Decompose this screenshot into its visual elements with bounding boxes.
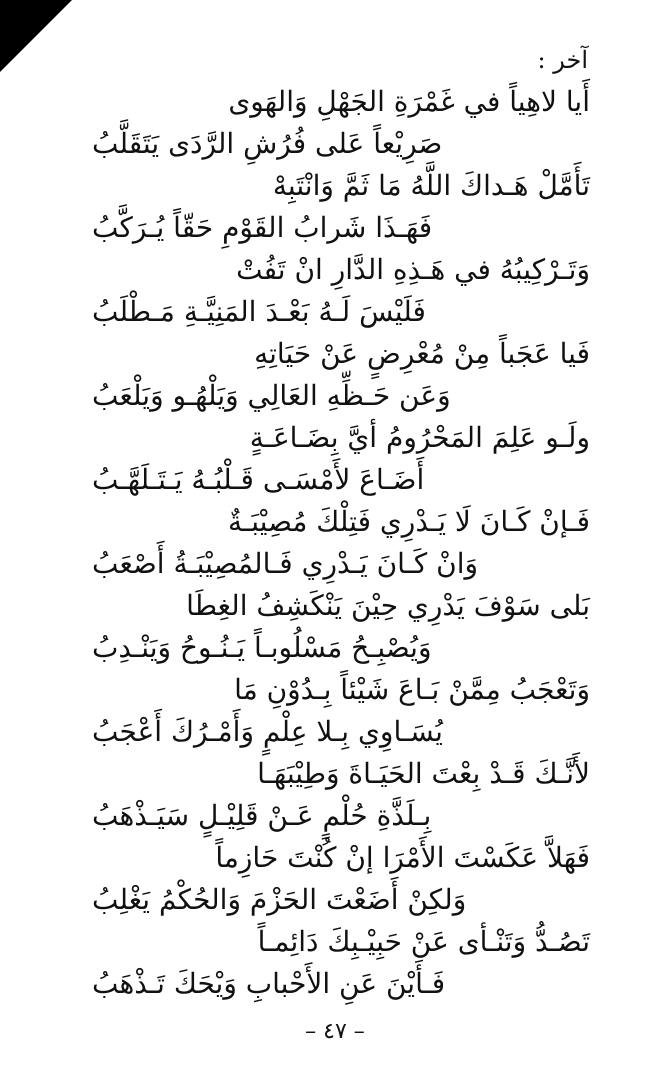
verse-line-1: أَيا لاهِياً في غَمْرَةِ الجَهْلِ وَالهَوى: [228, 85, 590, 118]
page-number: – ٤٧ –: [305, 1019, 365, 1044]
verse-line-7: فَيا عَجَباً مِنْ مُعْرِضٍ عَنْ حَيَاتِهِ: [254, 337, 590, 370]
verse-line-5: وَتَـرْكِيبُهُ في هَـذِهِ الدَّارِ انْ تَفُتْ: [236, 253, 590, 286]
verse-line-21: تَصُـدُّ وَتَنْـأى عَنْ حَبِيْـبِكَ دَائِمـاً: [257, 925, 590, 958]
verse-line-3: تَأَمَّلْ هَـداكَ اللَّهُ مَا ثَمَّ وَانْتَبِهْ: [272, 169, 590, 202]
verse-line-16: يُسَـاوِي بِـلا عِلْمٍ وَأَمْـرُكَ أَعْجَبُ: [92, 715, 443, 748]
page-corner-mark: [0, 0, 72, 72]
verse-line-12: وَانْ كَـانَ يَـدْرِي فَـالمُصِيْبَـةُ أَصْعَبُ: [92, 547, 479, 580]
verse-line-11: فَـإنْ كَـانَ لَا يَـدْرِي فَتِلْكَ مُصِيْبَـةٌ: [227, 505, 590, 538]
verse-line-14: وَيُصْبِـحُ مَسْلُوبـاً يَـنُـوحُ وَيَنْـدِبُ: [92, 631, 432, 664]
verse-line-4: فَهَـذَا شَرابُ القَوْمِ حَقّاً يُـرَكَّبُ: [92, 211, 433, 244]
verse-line-22: فَـأَيْنَ عَنِ الأَحْبابِ وَيْحَكَ تَـذْهَبُ: [92, 967, 446, 1000]
verse-line-18: بِـلَذَّةِ حُلْمٍ عَـنْ قَلِيْـلٍ سَيَـذْهَبُ: [92, 799, 432, 832]
poem-heading: آخر :: [537, 46, 588, 74]
verse-line-2: صَرِيْعاً عَلى فُرُشِ الرَّدَى يَتَقَلَّبُ: [92, 127, 443, 160]
verse-line-6: فَلَيْسَ لَـهُ بَعْـدَ المَنِيَّـةِ مَـطْلَبُ: [92, 295, 426, 328]
verse-line-17: لأَنَّـكَ قَـدْ بِعْتَ الحَيَـاةَ وَطِيْبَهَـا: [257, 757, 590, 790]
verse-line-8: وَعَن حَـظِّهِ العَالِي وَيَلْهُـو وَيَلْعَبُ: [92, 379, 451, 412]
verse-line-20: وَلكِنْ أَضَعْتَ الحَزْمَ وَالحُكْمُ يَغْلِبُ: [92, 883, 467, 916]
verse-line-15: وَتَعْجَبُ مِمَّنْ بَـاعَ شَيْئاً بِـدُوْنِ مَا: [234, 673, 590, 706]
verse-line-19: فَهَلاَّ عَكَسْتَ الأَمْرَا إنْ كُنْتَ حَازِماً: [215, 841, 590, 874]
verse-line-9: ولَـو عَلِمَ المَحْرُومُ أيَّ بِضَـاعَـةٍ: [249, 421, 590, 454]
verse-line-10: أَضَـاعَ لأَمْسَـى قَـلْبُـهُ يَـتَـلَهَّـبُ: [92, 463, 425, 496]
verse-line-13: بَلى سَوْفَ يَدْرِي حِيْنَ يَنْكَشِفُ الغِطَا: [186, 589, 590, 622]
